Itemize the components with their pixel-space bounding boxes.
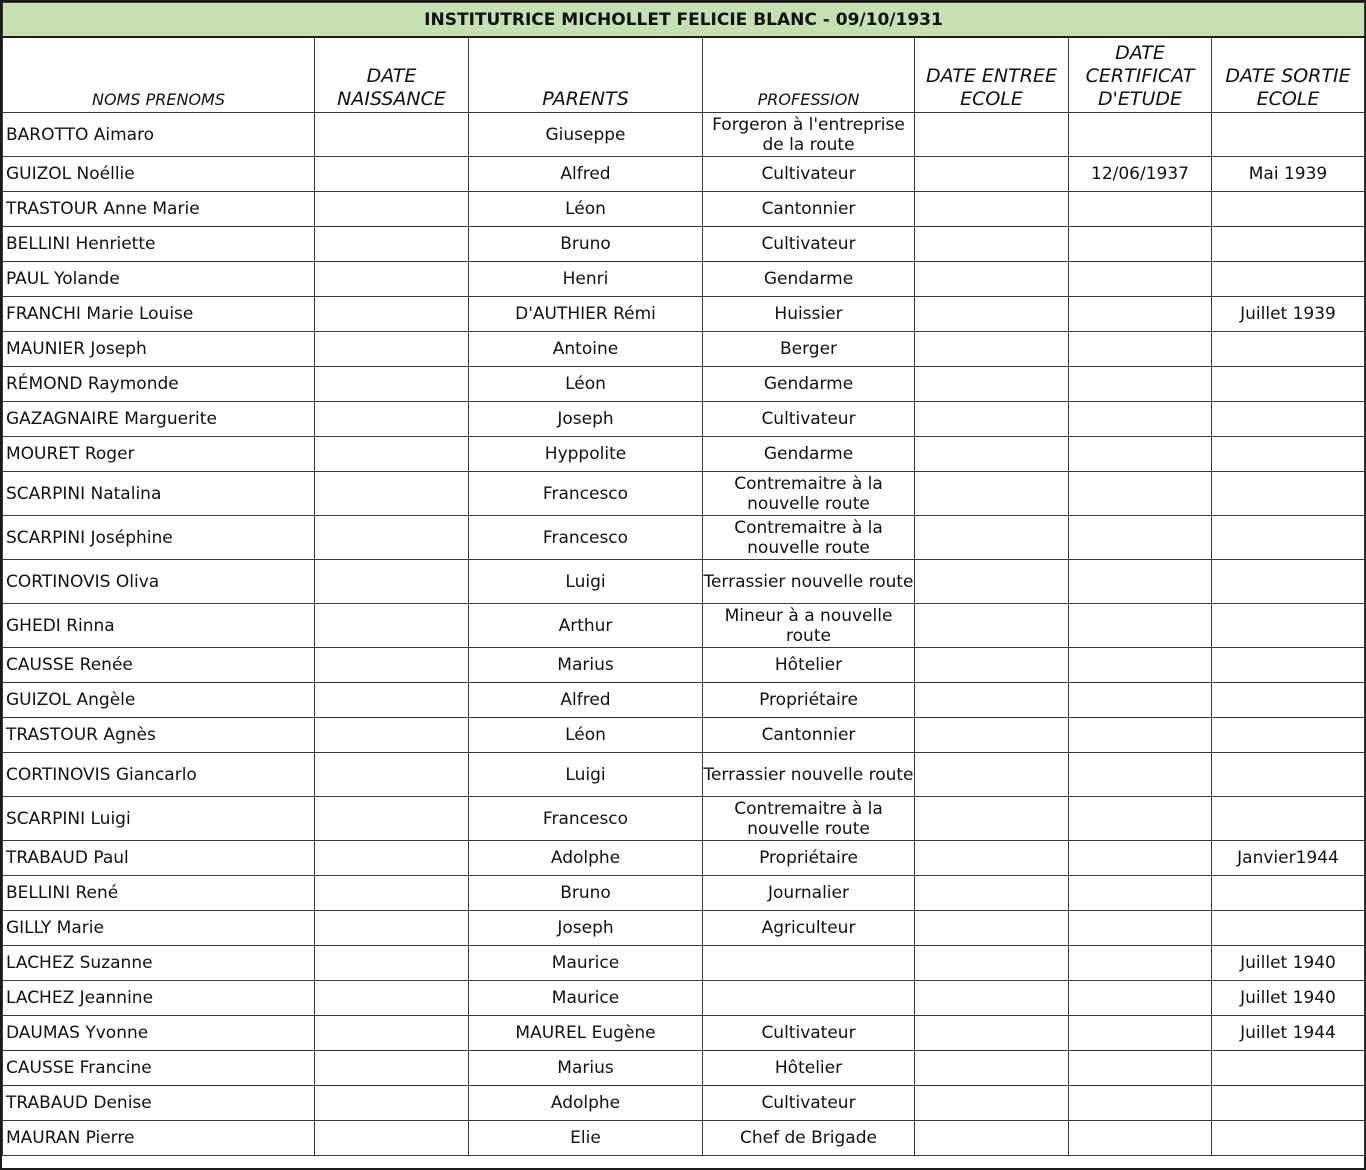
cell-date-certificat[interactable] — [1069, 946, 1212, 981]
cell-profession[interactable]: Cultivateur — [703, 402, 915, 437]
table-row — [3, 367, 1365, 402]
cell-date-sortie[interactable] — [1212, 227, 1365, 262]
cell-parents[interactable]: Alfred — [469, 157, 703, 192]
cell-nom[interactable]: TRABAUD Paul — [3, 841, 315, 876]
cell-date-certificat[interactable] — [1069, 1051, 1212, 1086]
table-row — [3, 262, 1365, 297]
cell-date-certificat[interactable] — [1069, 367, 1212, 402]
cell-date-naissance[interactable] — [315, 367, 469, 402]
cell-date-certificat[interactable] — [1069, 262, 1212, 297]
cell-date-naissance[interactable] — [315, 1086, 469, 1121]
table-row — [3, 981, 1365, 1016]
header-noms-prenoms[interactable]: NOMS PRENOMS — [3, 37, 315, 113]
cell-parents[interactable]: Henri — [469, 262, 703, 297]
cell-date-certificat[interactable] — [1069, 753, 1212, 797]
cell-date-sortie[interactable] — [1212, 683, 1365, 718]
cell-nom[interactable]: LACHEZ Suzanne — [3, 946, 315, 981]
cell-parents[interactable]: Adolphe — [469, 841, 703, 876]
cell-profession[interactable]: Cultivateur — [703, 227, 915, 262]
cell-date-naissance[interactable] — [315, 472, 469, 516]
cell-parents[interactable]: Bruno — [469, 227, 703, 262]
cell-parents[interactable]: Léon — [469, 367, 703, 402]
cell-nom[interactable]: CORTINOVIS Giancarlo — [3, 753, 315, 797]
sheet-title[interactable]: INSTITUTRICE MICHOLLET FELICIE BLANC - 09/10/1931 — [3, 3, 1365, 38]
table-row — [3, 604, 1365, 648]
table-row — [3, 946, 1365, 981]
table-row — [3, 192, 1365, 227]
table-row — [3, 841, 1365, 876]
cell-date-certificat[interactable] — [1069, 648, 1212, 683]
cell-date-entree[interactable] — [915, 946, 1069, 981]
cell-profession[interactable]: Cultivateur — [703, 1086, 915, 1121]
cell-profession[interactable]: Agriculteur — [703, 911, 915, 946]
cell-date-certificat[interactable] — [1069, 981, 1212, 1016]
cell-nom[interactable]: FRANCHI Marie Louise — [3, 297, 315, 332]
cell-date-naissance[interactable] — [315, 718, 469, 753]
table-row — [3, 1051, 1365, 1086]
table-row — [3, 227, 1365, 262]
cell-date-certificat[interactable] — [1069, 113, 1212, 157]
cell-parents[interactable]: Antoine — [469, 332, 703, 367]
cell-date-certificat[interactable] — [1069, 797, 1212, 841]
table-row — [3, 437, 1365, 472]
table-row — [3, 683, 1365, 718]
cell-parents[interactable]: Elie — [469, 1121, 703, 1156]
cell-date-entree[interactable] — [915, 1086, 1069, 1121]
cell-date-certificat[interactable] — [1069, 402, 1212, 437]
table-body — [3, 113, 1365, 1156]
cell-profession[interactable]: Journalier — [703, 876, 915, 911]
cell-nom[interactable]: GUIZOL Noéllie — [3, 157, 315, 192]
cell-profession[interactable]: Terrassier nouvelle route — [703, 560, 915, 604]
cell-nom[interactable]: MAUNIER Joseph — [3, 332, 315, 367]
table-row — [3, 157, 1365, 192]
cell-date-certificat[interactable]: 12/06/1937 — [1069, 157, 1212, 192]
cell-date-sortie[interactable]: Juillet 1940 — [1212, 946, 1365, 981]
cell-date-entree[interactable] — [915, 560, 1069, 604]
cell-profession[interactable]: Gendarme — [703, 437, 915, 472]
cell-profession[interactable]: Contremaitre à la nouvelle route — [703, 516, 915, 560]
cell-date-naissance[interactable] — [315, 946, 469, 981]
cell-parents[interactable]: Francesco — [469, 516, 703, 560]
cell-profession[interactable]: Gendarme — [703, 262, 915, 297]
cell-date-sortie[interactable] — [1212, 753, 1365, 797]
table-row — [3, 797, 1365, 841]
cell-parents[interactable]: Francesco — [469, 797, 703, 841]
cell-date-certificat[interactable] — [1069, 192, 1212, 227]
cell-date-naissance[interactable] — [315, 604, 469, 648]
cell-nom[interactable]: GUIZOL Angèle — [3, 683, 315, 718]
cell-date-naissance[interactable] — [315, 227, 469, 262]
cell-date-naissance[interactable] — [315, 297, 469, 332]
cell-date-entree[interactable] — [915, 437, 1069, 472]
cell-profession[interactable]: Contremaitre à la nouvelle route — [703, 472, 915, 516]
cell-date-sortie[interactable] — [1212, 876, 1365, 911]
cell-parents[interactable]: Giuseppe — [469, 113, 703, 157]
cell-nom[interactable]: SCARPINI Luigi — [3, 797, 315, 841]
cell-date-certificat[interactable] — [1069, 841, 1212, 876]
cell-parents[interactable]: Léon — [469, 718, 703, 753]
table-row — [3, 876, 1365, 911]
cell-profession[interactable]: Cultivateur — [703, 157, 915, 192]
student-register-table — [2, 2, 1365, 1156]
cell-date-naissance[interactable] — [315, 1016, 469, 1051]
cell-parents[interactable]: Alfred — [469, 683, 703, 718]
cell-nom[interactable]: BELLINI Henriette — [3, 227, 315, 262]
cell-profession[interactable]: Hôtelier — [703, 1051, 915, 1086]
cell-date-entree[interactable] — [915, 683, 1069, 718]
cell-date-certificat[interactable] — [1069, 718, 1212, 753]
cell-date-entree[interactable] — [915, 262, 1069, 297]
cell-parents[interactable]: Maurice — [469, 946, 703, 981]
cell-date-sortie[interactable]: Mai 1939 — [1212, 157, 1365, 192]
cell-parents[interactable]: Joseph — [469, 911, 703, 946]
cell-date-entree[interactable] — [915, 876, 1069, 911]
cell-date-entree[interactable] — [915, 367, 1069, 402]
cell-profession[interactable]: Propriétaire — [703, 683, 915, 718]
cell-date-sortie[interactable] — [1212, 113, 1365, 157]
cell-date-certificat[interactable] — [1069, 1121, 1212, 1156]
table-row — [3, 402, 1365, 437]
header-date-naissance[interactable]: DATE NAISSANCE — [315, 37, 469, 113]
cell-date-naissance[interactable] — [315, 981, 469, 1016]
cell-date-sortie[interactable] — [1212, 192, 1365, 227]
cell-date-sortie[interactable] — [1212, 648, 1365, 683]
cell-date-entree[interactable] — [915, 1016, 1069, 1051]
cell-date-certificat[interactable] — [1069, 876, 1212, 911]
cell-nom[interactable]: TRASTOUR Anne Marie — [3, 192, 315, 227]
header-row — [3, 37, 1365, 113]
cell-date-sortie[interactable]: Juillet 1944 — [1212, 1016, 1365, 1051]
cell-profession[interactable]: Huissier — [703, 297, 915, 332]
cell-date-certificat[interactable] — [1069, 1016, 1212, 1051]
cell-date-sortie[interactable] — [1212, 332, 1365, 367]
cell-date-sortie[interactable] — [1212, 718, 1365, 753]
table-row — [3, 472, 1365, 516]
cell-date-certificat[interactable] — [1069, 911, 1212, 946]
table-row — [3, 332, 1365, 367]
cell-date-sortie[interactable] — [1212, 1086, 1365, 1121]
cell-date-naissance[interactable] — [315, 516, 469, 560]
cell-parents[interactable]: Hyppolite — [469, 437, 703, 472]
cell-profession[interactable] — [703, 981, 915, 1016]
header-date-entree-ecole[interactable]: DATE ENTREE ECOLE — [915, 37, 1069, 113]
cell-date-naissance[interactable] — [315, 402, 469, 437]
cell-date-certificat[interactable] — [1069, 227, 1212, 262]
cell-date-entree[interactable] — [915, 402, 1069, 437]
cell-date-entree[interactable] — [915, 841, 1069, 876]
cell-nom[interactable]: BELLINI René — [3, 876, 315, 911]
cell-parents[interactable]: Luigi — [469, 753, 703, 797]
header-date-sortie-ecole[interactable]: DATE SORTIE ECOLE — [1212, 37, 1365, 113]
cell-profession[interactable]: Terrassier nouvelle route — [703, 753, 915, 797]
cell-nom[interactable]: DAUMAS Yvonne — [3, 1016, 315, 1051]
cell-parents[interactable]: D'AUTHIER Rémi — [469, 297, 703, 332]
cell-date-sortie[interactable] — [1212, 262, 1365, 297]
cell-nom[interactable]: CAUSSE Renée — [3, 648, 315, 683]
cell-profession[interactable] — [703, 946, 915, 981]
table-row — [3, 113, 1365, 157]
cell-profession[interactable]: Cantonnier — [703, 718, 915, 753]
cell-date-naissance[interactable] — [315, 648, 469, 683]
cell-date-entree[interactable] — [915, 1121, 1069, 1156]
cell-date-naissance[interactable] — [315, 876, 469, 911]
cell-nom[interactable]: GAZAGNAIRE Marguerite — [3, 402, 315, 437]
cell-nom[interactable]: BAROTTO Aimaro — [3, 113, 315, 157]
table-row — [3, 911, 1365, 946]
table-row — [3, 297, 1365, 332]
cell-profession[interactable]: Berger — [703, 332, 915, 367]
cell-date-certificat[interactable] — [1069, 560, 1212, 604]
cell-date-sortie[interactable] — [1212, 472, 1365, 516]
cell-date-naissance[interactable] — [315, 192, 469, 227]
cell-date-naissance[interactable] — [315, 1051, 469, 1086]
cell-date-sortie[interactable] — [1212, 604, 1365, 648]
cell-nom[interactable]: GILLY Marie — [3, 911, 315, 946]
cell-date-naissance[interactable] — [315, 332, 469, 367]
cell-date-entree[interactable] — [915, 157, 1069, 192]
cell-parents[interactable]: Luigi — [469, 560, 703, 604]
cell-date-sortie[interactable] — [1212, 911, 1365, 946]
table-row — [3, 516, 1365, 560]
cell-profession[interactable]: Cultivateur — [703, 1016, 915, 1051]
cell-parents[interactable]: Léon — [469, 192, 703, 227]
cell-date-sortie[interactable] — [1212, 1051, 1365, 1086]
cell-profession[interactable]: Mineur à a nouvelle route — [703, 604, 915, 648]
cell-date-entree[interactable] — [915, 753, 1069, 797]
cell-date-sortie[interactable] — [1212, 797, 1365, 841]
cell-nom[interactable]: TRASTOUR Agnès — [3, 718, 315, 753]
cell-date-certificat[interactable] — [1069, 683, 1212, 718]
cell-parents[interactable]: MAUREL Eugène — [469, 1016, 703, 1051]
cell-date-entree[interactable] — [915, 332, 1069, 367]
cell-date-sortie[interactable] — [1212, 367, 1365, 402]
cell-date-naissance[interactable] — [315, 911, 469, 946]
cell-nom[interactable]: CAUSSE Francine — [3, 1051, 315, 1086]
cell-date-naissance[interactable] — [315, 560, 469, 604]
cell-parents[interactable]: Bruno — [469, 876, 703, 911]
cell-date-naissance[interactable] — [315, 437, 469, 472]
cell-date-naissance[interactable] — [315, 1121, 469, 1156]
cell-parents[interactable]: Marius — [469, 1051, 703, 1086]
cell-date-certificat[interactable] — [1069, 297, 1212, 332]
cell-date-sortie[interactable] — [1212, 1121, 1365, 1156]
cell-date-naissance[interactable] — [315, 157, 469, 192]
header-date-certificat[interactable]: DATE CERTIFICAT D'ETUDE — [1069, 37, 1212, 113]
cell-date-entree[interactable] — [915, 911, 1069, 946]
cell-date-entree[interactable] — [915, 297, 1069, 332]
cell-profession[interactable]: Gendarme — [703, 367, 915, 402]
cell-nom[interactable]: GHEDI Rinna — [3, 604, 315, 648]
cell-date-entree[interactable] — [915, 113, 1069, 157]
cell-nom[interactable]: RÉMOND Raymonde — [3, 367, 315, 402]
title-row — [3, 3, 1365, 38]
cell-date-certificat[interactable] — [1069, 604, 1212, 648]
cell-profession[interactable]: Forgeron à l'entreprise de la route — [703, 113, 915, 157]
cell-date-naissance[interactable] — [315, 113, 469, 157]
cell-date-sortie[interactable] — [1212, 560, 1365, 604]
cell-date-naissance[interactable] — [315, 683, 469, 718]
cell-parents[interactable]: Francesco — [469, 472, 703, 516]
cell-date-entree[interactable] — [915, 192, 1069, 227]
cell-date-certificat[interactable] — [1069, 472, 1212, 516]
cell-date-naissance[interactable] — [315, 262, 469, 297]
cell-date-entree[interactable] — [915, 1051, 1069, 1086]
cell-parents[interactable]: Maurice — [469, 981, 703, 1016]
cell-profession[interactable]: Propriétaire — [703, 841, 915, 876]
cell-date-certificat[interactable] — [1069, 332, 1212, 367]
cell-date-sortie[interactable]: Juillet 1940 — [1212, 981, 1365, 1016]
cell-date-naissance[interactable] — [315, 753, 469, 797]
table-row — [3, 1016, 1365, 1051]
table-row — [3, 753, 1365, 797]
cell-profession[interactable]: Hôtelier — [703, 648, 915, 683]
table-row — [3, 718, 1365, 753]
cell-profession[interactable]: Chef de Brigade — [703, 1121, 915, 1156]
cell-date-entree[interactable] — [915, 981, 1069, 1016]
cell-date-entree[interactable] — [915, 648, 1069, 683]
table-row — [3, 1121, 1365, 1156]
cell-parents[interactable]: Joseph — [469, 402, 703, 437]
table-row — [3, 1086, 1365, 1121]
cell-date-entree[interactable] — [915, 797, 1069, 841]
cell-nom[interactable]: SCARPINI Joséphine — [3, 516, 315, 560]
cell-date-naissance[interactable] — [315, 841, 469, 876]
cell-date-entree[interactable] — [915, 604, 1069, 648]
cell-profession[interactable]: Cantonnier — [703, 192, 915, 227]
cell-nom[interactable]: LACHEZ Jeannine — [3, 981, 315, 1016]
cell-date-sortie[interactable]: Juillet 1939 — [1212, 297, 1365, 332]
cell-date-sortie[interactable]: Janvier1944 — [1212, 841, 1365, 876]
cell-date-sortie[interactable] — [1212, 516, 1365, 560]
table-row — [3, 648, 1365, 683]
cell-date-naissance[interactable] — [315, 797, 469, 841]
cell-nom[interactable]: PAUL Yolande — [3, 262, 315, 297]
cell-date-entree[interactable] — [915, 516, 1069, 560]
cell-nom[interactable]: MOURET Roger — [3, 437, 315, 472]
cell-parents[interactable]: Adolphe — [469, 1086, 703, 1121]
table-row — [3, 560, 1365, 604]
cell-nom[interactable]: SCARPINI Natalina — [3, 472, 315, 516]
cell-date-sortie[interactable] — [1212, 402, 1365, 437]
cell-date-entree[interactable] — [915, 227, 1069, 262]
cell-date-certificat[interactable] — [1069, 437, 1212, 472]
header-profession[interactable]: PROFESSION — [703, 37, 915, 113]
cell-nom[interactable]: CORTINOVIS Oliva — [3, 560, 315, 604]
cell-parents[interactable]: Marius — [469, 648, 703, 683]
cell-nom[interactable]: TRABAUD Denise — [3, 1086, 315, 1121]
cell-parents[interactable]: Arthur — [469, 604, 703, 648]
cell-date-entree[interactable] — [915, 472, 1069, 516]
cell-date-certificat[interactable] — [1069, 516, 1212, 560]
cell-date-sortie[interactable] — [1212, 437, 1365, 472]
cell-nom[interactable]: MAURAN Pierre — [3, 1121, 315, 1156]
cell-date-certificat[interactable] — [1069, 1086, 1212, 1121]
cell-profession[interactable]: Contremaitre à la nouvelle route — [703, 797, 915, 841]
cell-date-entree[interactable] — [915, 718, 1069, 753]
header-parents[interactable]: PARENTS — [469, 37, 703, 113]
